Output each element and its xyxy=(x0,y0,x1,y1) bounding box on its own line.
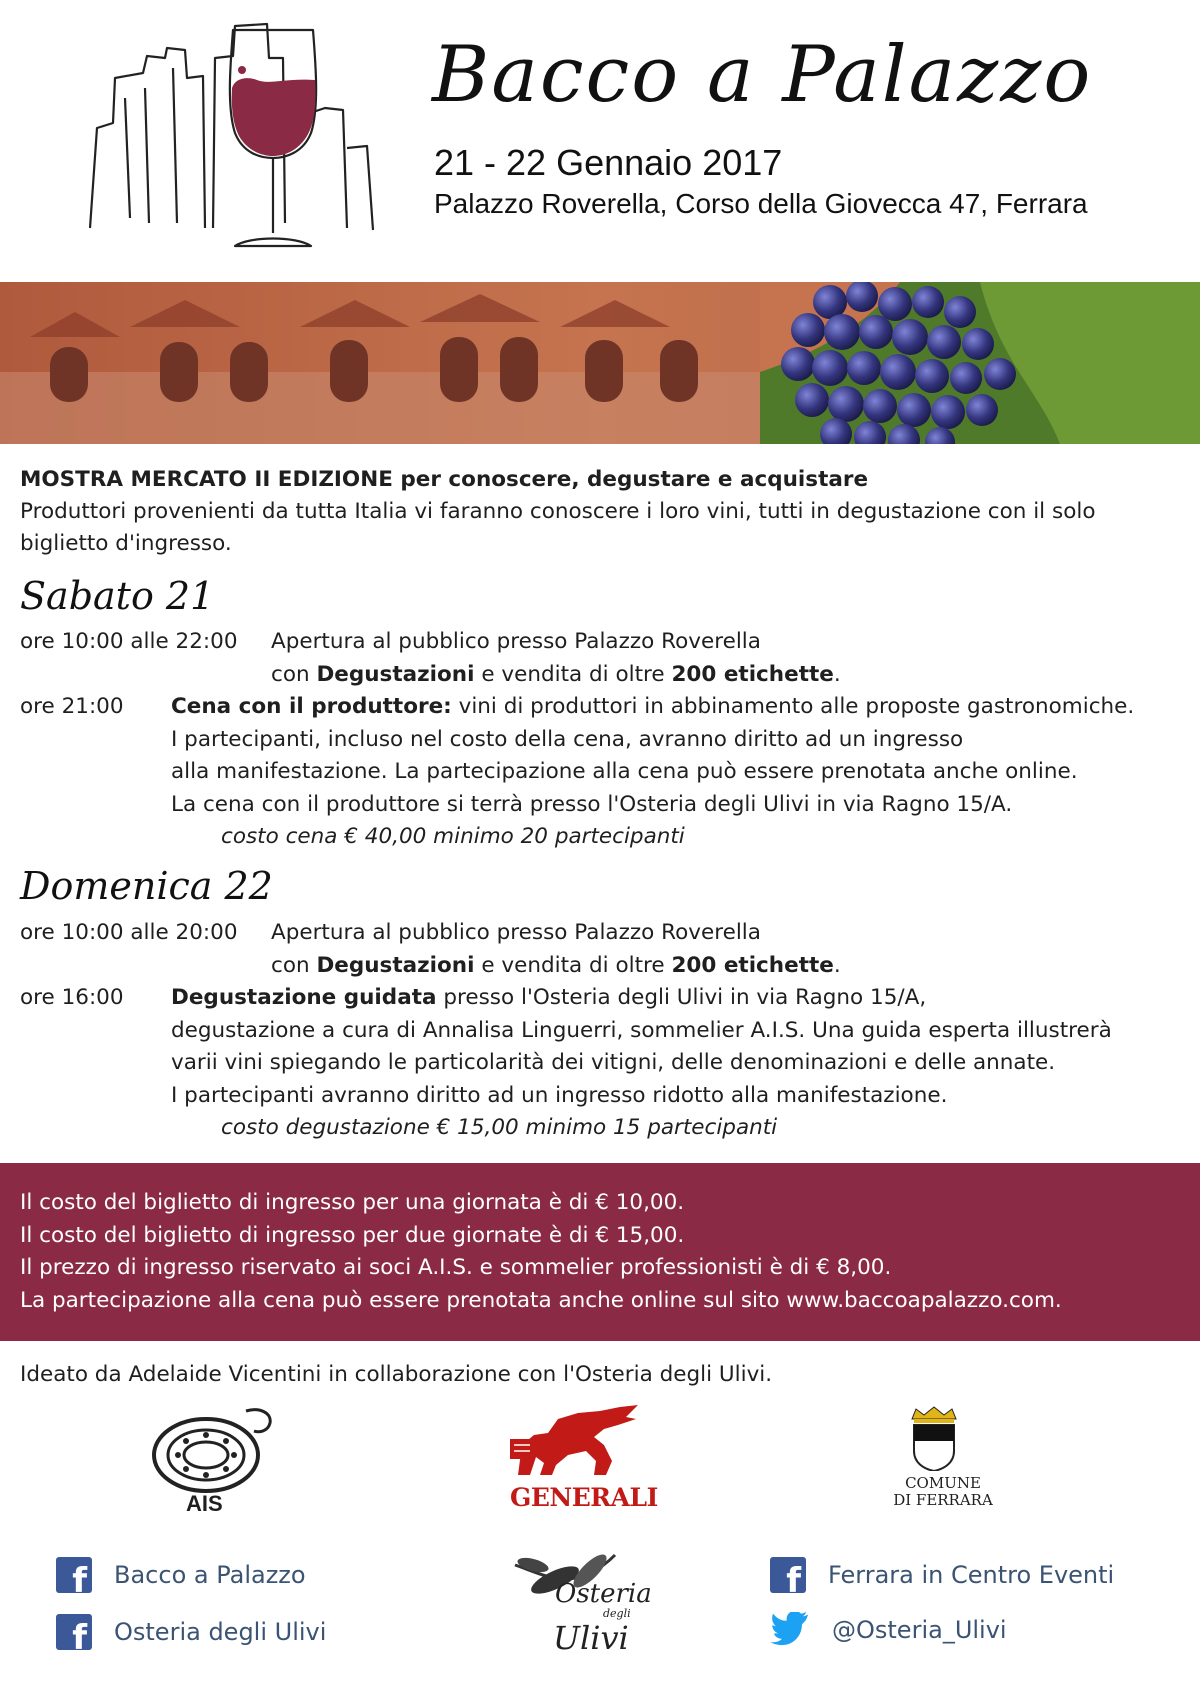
saturday-heading: Sabato 21 xyxy=(20,574,215,618)
program-row xyxy=(20,917,1190,950)
price-line: Il prezzo di ingresso riservato ai soci A.I.S. e sommelier professionisti è di € 8,00. xyxy=(20,1255,892,1280)
slot-text: con Degustazioni e vendita di oltre 200 etichette. xyxy=(271,661,841,687)
slot-time: ore 10:00 alle 20:00 xyxy=(20,920,238,945)
facebook-link-osteria[interactable] xyxy=(56,1614,326,1650)
price-line: Il costo del biglietto di ingresso per una giornata è di € 10,00. xyxy=(20,1190,685,1215)
facebook-label: Bacco a Palazzo xyxy=(114,1561,306,1589)
event-title: Bacco a Palazzo xyxy=(432,30,1093,120)
facebook-link-ferrara[interactable] xyxy=(770,1557,1114,1593)
slot-text: Cena con il produttore: vini di produttori in abbinamento alle proposte gastronomiche. xyxy=(171,694,1135,719)
facebook-label: Ferrara in Centro Eventi xyxy=(828,1561,1115,1589)
intro-line: biglietto d'ingresso. xyxy=(20,531,232,556)
slot-cost: costo degustazione € 15,00 minimo 15 partecipanti xyxy=(221,1115,778,1140)
program-row xyxy=(20,626,1190,659)
slot-text: alla manifestazione. La partecipazione alla cena può essere prenotata anche online. xyxy=(171,759,1078,784)
program-row xyxy=(20,756,1190,789)
twitter-icon xyxy=(770,1612,810,1648)
osteria-logo xyxy=(495,1545,655,1670)
slot-text: varii vini spiegando le particolarità dei vitigni, delle denominazioni e delle annate. xyxy=(171,1050,1056,1075)
ais-logo xyxy=(148,1405,278,1515)
program-row xyxy=(20,821,1190,854)
program-row xyxy=(20,982,1190,1015)
price-band xyxy=(0,1163,1200,1341)
osteria-label-2: degli xyxy=(603,1607,631,1620)
facebook-icon xyxy=(56,1557,92,1593)
credit-line: Ideato da Adelaide Vicentini in collaborazione con l'Osteria degli Ulivi. xyxy=(20,1362,773,1387)
comune-label: COMUNE DI FERRARA xyxy=(893,1474,993,1509)
program-row xyxy=(20,789,1190,822)
sunday-heading: Domenica 22 xyxy=(20,864,273,908)
price-line: Il costo del biglietto di ingresso per due giornate è di € 15,00. xyxy=(20,1222,685,1248)
facebook-link-bacco[interactable] xyxy=(56,1557,306,1593)
saturday-program xyxy=(20,626,1190,854)
facebook-label: Osteria degli Ulivi xyxy=(114,1618,327,1646)
generali-logo xyxy=(508,1405,658,1515)
osteria-label-1: Osteria xyxy=(555,1579,652,1609)
slot-time: ore 10:00 alle 22:00 xyxy=(20,629,238,654)
intro-section xyxy=(20,464,1190,560)
slot-time: ore 21:00 xyxy=(20,694,124,719)
facebook-icon xyxy=(56,1614,92,1650)
price-line: La partecipazione alla cena può essere prenotata anche online sul sito www.baccoapalazzo.com. xyxy=(20,1287,1062,1313)
facebook-icon xyxy=(770,1557,806,1593)
slot-text: Apertura al pubblico presso Palazzo Roverella xyxy=(271,920,761,945)
program-row xyxy=(20,659,1190,692)
comune-ferrara-logo xyxy=(878,1405,993,1515)
sunday-program xyxy=(20,917,1190,1145)
logo-illustration xyxy=(85,18,405,268)
slot-text: Apertura al pubblico presso Palazzo Roverella xyxy=(271,629,761,654)
program-row xyxy=(20,724,1190,757)
intro-title: MOSTRA MERCATO II EDIZIONE per conoscere, degustare e acquistare xyxy=(20,467,869,492)
slot-time: ore 16:00 xyxy=(20,985,124,1010)
program-row xyxy=(20,1080,1190,1113)
crest-icon xyxy=(904,1405,964,1471)
slot-text: con Degustazioni e vendita di oltre 200 etichette. xyxy=(271,952,841,978)
program-row xyxy=(20,1047,1190,1080)
event-date: 21 - 22 Gennaio 2017 xyxy=(434,142,783,183)
slot-text: I partecipanti, incluso nel costo della cena, avranno diritto ad un ingresso xyxy=(171,726,964,752)
program-row xyxy=(20,950,1190,983)
program-row xyxy=(20,1015,1190,1048)
slot-text: Degustazione guidata presso l'Osteria degli Ulivi in via Ragno 15/A, xyxy=(171,985,927,1010)
program-row xyxy=(20,1112,1190,1145)
intro-line: Produttori provenienti da tutta Italia vi faranno conoscere i loro vini, tutti in degustazione con il solo xyxy=(20,499,1096,524)
slot-text: degustazione a cura di Annalisa Linguerri, sommelier A.I.S. Una guida esperta illustrerà xyxy=(171,1017,1112,1043)
program-row xyxy=(20,691,1190,724)
lion-icon xyxy=(508,1405,643,1477)
slot-text: La cena con il produttore si terrà presso l'Osteria degli Ulivi in via Ragno 15/A. xyxy=(171,791,1013,817)
event-venue: Palazzo Roverella, Corso della Giovecca 47, Ferrara xyxy=(434,188,1088,219)
slot-cost: costo cena € 40,00 minimo 20 partecipanti xyxy=(221,824,685,849)
twitter-label: @Osteria_Ulivi xyxy=(832,1616,1007,1644)
banner-photo xyxy=(0,282,1200,444)
generali-label: GENERALI xyxy=(510,1483,658,1512)
twitter-link[interactable] xyxy=(770,1612,1007,1648)
osteria-label-3: Ulivi xyxy=(553,1619,629,1657)
ais-emblem-icon xyxy=(148,1405,278,1495)
ais-label: AIS xyxy=(186,1491,223,1516)
slot-text: I partecipanti avranno diritto ad un ingresso ridotto alla manifestazione. xyxy=(171,1082,948,1108)
